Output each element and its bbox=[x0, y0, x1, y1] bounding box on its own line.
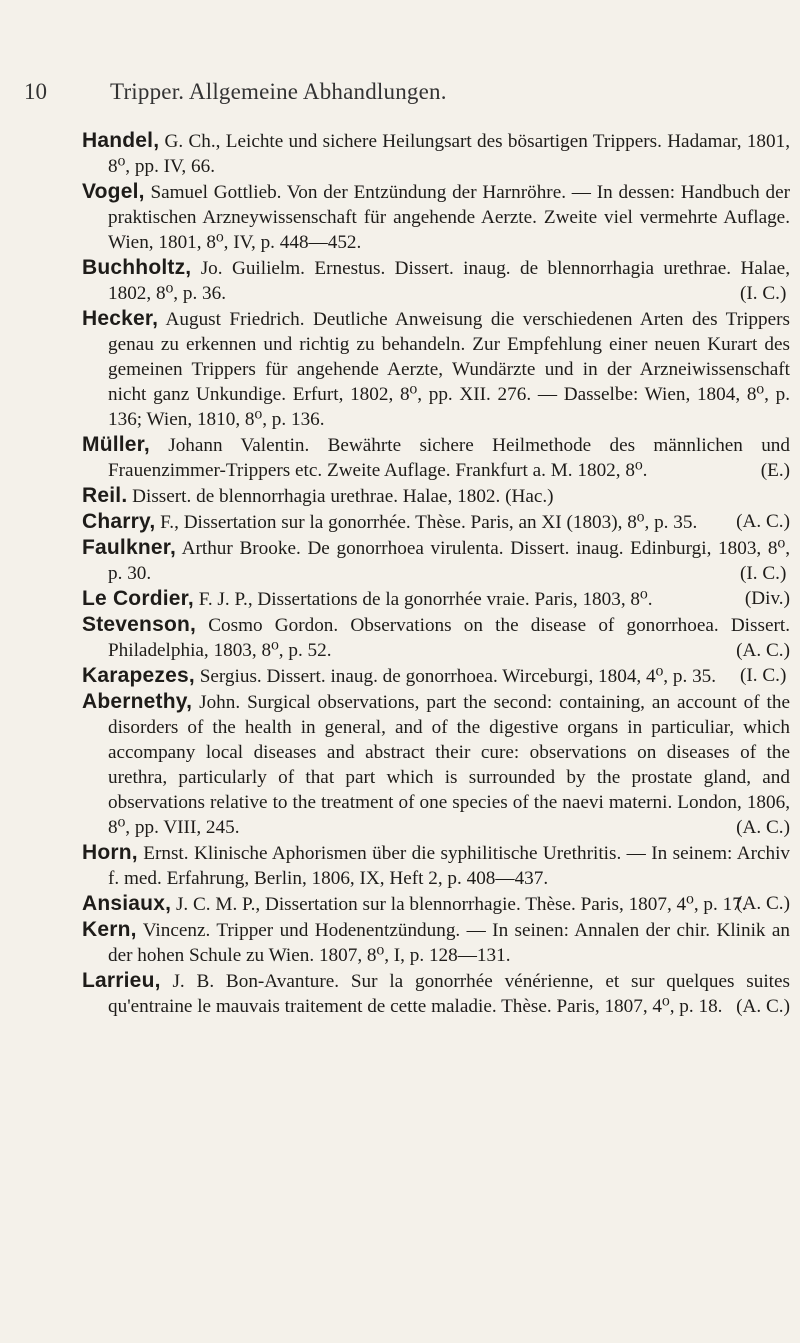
library-siglum: (I. C.) bbox=[740, 283, 787, 304]
entry-author: Ansiaux, bbox=[82, 892, 172, 915]
entry-text: J. B. Bon-Avanture. Sur la gonorrhée vénérienne, et sur quelques suites qu'entraine le mauvais traitement de cette maladie. Thèse. Paris, 1807, 4⁰, p. 18. bbox=[108, 971, 790, 1017]
bibliography-entry bbox=[82, 509, 790, 535]
bibliography-entry bbox=[82, 840, 790, 891]
page-number: 10 bbox=[24, 79, 47, 104]
entry-text: Johann Valentin. Bewährte sichere Heilmethode des männlichen und Frauenzimmer-Trippers etc. Zweite Auflage. Frankfurt a. M. 1802, 8⁰. bbox=[108, 435, 790, 481]
entry-text: Dissert. de blennorrhagia urethrae. Halae, 1802. (Hac.) bbox=[127, 486, 554, 507]
entry-text: J. C. M. P., Dissertation sur la blennorrhagie. Thèse. Paris, 1807, 4⁰, p. 17. bbox=[171, 894, 747, 915]
entry-author: Charry, bbox=[82, 510, 156, 533]
entry-author: Hecker, bbox=[82, 307, 159, 330]
entry-author: Faulkner, bbox=[82, 536, 177, 559]
entry-text: Arthur Brooke. De gonorrhoea virulenta. Dissert. inaug. Edinburgi, 1803, 8⁰, p. 30. bbox=[108, 538, 790, 584]
bibliography-entry bbox=[82, 689, 790, 840]
entry-text: Jo. Guilielm. Ernestus. Dissert. inaug. de blennorrhagia urethrae. Halae, 1802, 8⁰, p. 36. bbox=[108, 258, 790, 304]
bibliography-entry bbox=[82, 917, 790, 968]
library-siglum: (A. C.) bbox=[736, 640, 790, 661]
entry-author: Horn, bbox=[82, 841, 138, 864]
entry-text: John. Surgical observations, part the second: containing, an account of the disorders of the health in general, and of the digestive organs in particuliar, which accompany local diseases and abstract their cure: observations on diseases of the urethra, particularly of that part which is surrounded by the prostate gland, and observations relative to the treatment of one species of the naevi materni. London, 1806, 8⁰, pp. VIII, 245. bbox=[108, 692, 790, 838]
bibliography-entry bbox=[82, 432, 790, 483]
bibliography-entry bbox=[82, 891, 790, 917]
library-siglum: (A. C.) bbox=[736, 893, 790, 914]
entry-text: G. Ch., Leichte und sichere Heilungsart des bösartigen Trippers. Hadamar, 1801, 8⁰, pp. IV, 66. bbox=[108, 131, 790, 177]
bibliography-list bbox=[82, 128, 790, 1019]
bibliography-entry bbox=[82, 586, 790, 612]
entry-text: Samuel Gottlieb. Von der Entzündung der Harnröhre. — In dessen: Handbuch der praktischen Arzneywissenschaft für angehende Aerzte. Zweite viel vermehrte Auflage. Wien, 1801, 8⁰, IV, p. 448—452. bbox=[108, 182, 790, 253]
library-siglum: (A. C.) bbox=[736, 996, 790, 1017]
entry-author: Vogel, bbox=[82, 180, 145, 203]
entry-text: F., Dissertation sur la gonorrhée. Thèse. Paris, an XI (1803), 8⁰, p. 35. bbox=[155, 512, 698, 533]
bibliography-entry bbox=[82, 128, 790, 179]
entry-text: Cosmo Gordon. Observations on the disease of gonorrhoea. Dissert. Philadelphia, 1803, 8⁰, p. 52. bbox=[108, 615, 790, 661]
bibliography-entry bbox=[82, 179, 790, 255]
bibliography-entry bbox=[82, 663, 790, 689]
entry-text: Sergius. Dissert. inaug. de gonorrhoea. Wirceburgi, 1804, 4⁰, p. 35. bbox=[194, 666, 717, 687]
entry-author: Le Cordier, bbox=[82, 587, 194, 610]
entry-text: F. J. P., Dissertations de la gonorrhée vraie. Paris, 1803, 8⁰. bbox=[193, 589, 653, 610]
bibliography-entry bbox=[82, 535, 790, 586]
bibliography-entry bbox=[82, 255, 790, 306]
entry-text: Vincenz. Tripper und Hodenentzündung. — In seinen: Annalen der chir. Klinik an der hohen Schule zu Wien. 1807, 8⁰, I, p. 128—131. bbox=[108, 920, 790, 966]
entry-author: Abernethy, bbox=[82, 690, 193, 713]
entry-author: Stevenson, bbox=[82, 613, 197, 636]
library-siglum: (I. C.) bbox=[740, 563, 787, 584]
running-title: Tripper. Allgemeine Abhandlungen. bbox=[110, 79, 447, 104]
entry-author: Buchholtz, bbox=[82, 256, 192, 279]
library-siglum: (A. C.) bbox=[736, 817, 790, 838]
library-siglum: (A. C.) bbox=[736, 511, 790, 532]
entry-author: Reil. bbox=[82, 484, 128, 507]
entry-text: August Friedrich. Deutliche Anweisung die verschiedenen Arten des Trippers genau zu erkennen und richtig zu behandeln. Zur Empfehlung einer neuen Kurart des gemeinen Trippers für angehende Aerzte, Wundärzte und in der Arzneiwissenschaft nicht ganz Unkundige. Erfurt, 1802, 8⁰, pp. XII. 276. — Dasselbe: Wien, 1804, 8⁰, p. 136; Wien, 1810, 8⁰, p. 136. bbox=[108, 309, 790, 430]
library-siglum: (I. C.) bbox=[740, 665, 787, 686]
bibliography-entry bbox=[82, 612, 790, 663]
bibliography-entry bbox=[82, 483, 790, 509]
library-siglum: (Div.) bbox=[744, 588, 790, 609]
entry-text: Ernst. Klinische Aphorismen über die syphilitische Urethritis. — In seinem: Archiv f. med. Erfahrung, Berlin, 1806, IX, Heft 2, p. 408—437. bbox=[108, 843, 790, 889]
entry-author: Müller, bbox=[82, 433, 150, 456]
entry-author: Kern, bbox=[82, 918, 137, 941]
bibliography-entry bbox=[82, 306, 790, 432]
library-siglum: (E.) bbox=[760, 460, 790, 481]
entry-author: Karapezes, bbox=[82, 664, 195, 687]
entry-author: Larrieu, bbox=[82, 969, 161, 992]
bibliography-entry bbox=[82, 968, 790, 1019]
entry-author: Handel, bbox=[82, 129, 160, 152]
